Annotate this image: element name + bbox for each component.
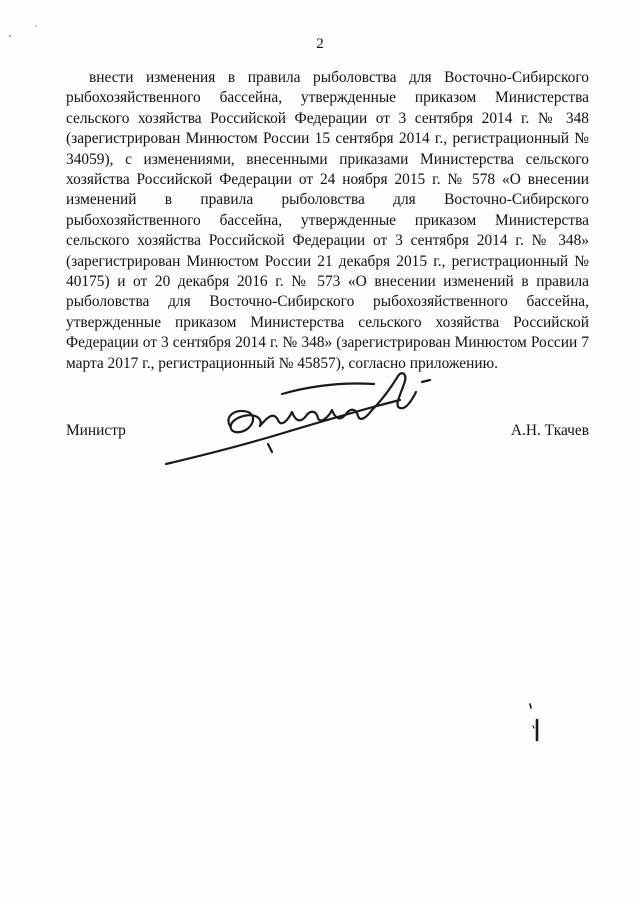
body-paragraph — [66, 68, 589, 374]
body-paragraph-text: внести изменения в правила рыболовства для Восточно-Сибирского рыбохозяйственного бассейна, утвержденные приказом Министерства сельского хозяйства Российской Федерации от 3 сентября 2014 г. № 348 (зарегистрирован Минюстом России 15 сентября 2014 г., регистрационный № 34059), с изменениями, внесенными приказами Министерства сельского хозяйства Российской Федерации от 24 ноября 2015 г. № 578 «О внесении изменений в правила рыболовства для Восточно-Сибирского рыбохозяйственного бассейна, утвержденные приказом Министерства сельского хозяйства Российской Федерации от 3 сентября 2014 г. № 348» (зарегистрирован Минюстом России 21 декабря 2015 г., регистрационный № 40175) и от 20 декабря 2016 г. № 573 «О внесении изменений в правила рыболовства для Восточно-Сибирского рыбохозяйственного бассейна, утвержденные приказом Министерства сельского хозяйства Российской Федерации от 3 сентября 2014 г. № 348» (зарегистрирован Минюстом России 7 марта 2017 г., регистрационный № 45857), согласно приложению. — [66, 69, 589, 372]
signatory-title: Министр — [66, 422, 126, 439]
page-number: 2 — [316, 36, 324, 52]
handwritten-signature — [160, 360, 460, 490]
scan-mark — [524, 700, 544, 750]
scan-speck — [6, 22, 46, 42]
signatory-name: А.Н. Ткачев — [510, 422, 589, 439]
